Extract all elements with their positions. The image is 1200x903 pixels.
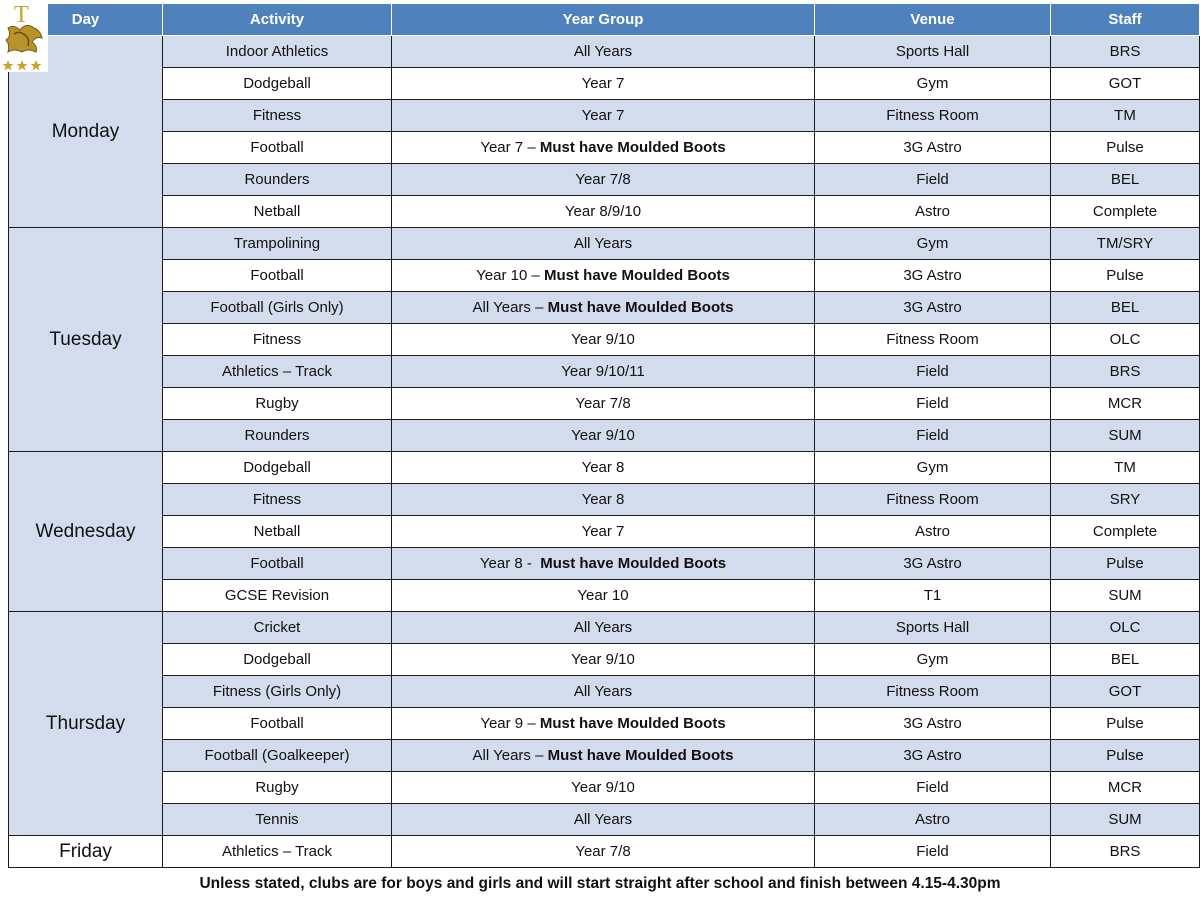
activity-cell: GCSE Revision [163,580,392,612]
activity-cell: Football (Girls Only) [163,292,392,324]
activity-cell: Indoor Athletics [163,36,392,68]
activity-cell: Athletics – Track [163,356,392,388]
staff-cell: BEL [1051,164,1200,196]
school-crest-logo [0,0,48,72]
day-cell: Friday [9,836,163,868]
year-group-text: Year 7/8 [575,171,631,188]
venue-cell: Gym [815,452,1051,484]
year-group-text: Year 8 [581,459,625,476]
year-group-cell [392,612,815,644]
year-group-cell [392,644,815,676]
year-group-text: All Years [573,619,633,636]
venue-cell: Sports Hall [815,36,1051,68]
activity-cell: Football [163,548,392,580]
staff-cell: Complete [1051,196,1200,228]
table-row [9,100,1200,132]
year-group-cell [392,388,815,420]
activity-cell: Football [163,132,392,164]
activity-cell: Fitness [163,484,392,516]
table-row [9,612,1200,644]
year-group-cell [392,324,815,356]
activity-cell: Fitness (Girls Only) [163,676,392,708]
year-group-text: All Years [573,43,633,60]
activity-cell: Netball [163,196,392,228]
venue-cell: 3G Astro [815,708,1051,740]
year-group-cell [392,516,815,548]
staff-cell: TM/SRY [1051,228,1200,260]
table-row [9,196,1200,228]
staff-cell: Pulse [1051,740,1200,772]
table-row [9,388,1200,420]
year-group-cell [392,548,815,580]
venue-cell: Fitness Room [815,484,1051,516]
staff-cell: TM [1051,100,1200,132]
header-venue: Venue [815,4,1051,36]
activity-cell: Fitness [163,324,392,356]
activity-cell: Trampolining [163,228,392,260]
year-group-text: Year 8 [581,491,625,508]
year-group-text: All Years [573,235,633,252]
venue-cell: Fitness Room [815,324,1051,356]
activity-cell: Dodgeball [163,68,392,100]
table-row [9,420,1200,452]
table-row [9,708,1200,740]
day-cell: Thursday [9,612,163,836]
year-group-cell [392,36,815,68]
year-group-text: Year 8/9/10 [564,203,642,220]
table-row [9,164,1200,196]
table-row [9,676,1200,708]
table-row [9,36,1200,68]
staff-cell: MCR [1051,388,1200,420]
staff-cell: GOT [1051,676,1200,708]
table-row [9,836,1200,868]
venue-cell: Field [815,420,1051,452]
timetable-body [9,36,1200,868]
activity-cell: Rugby [163,388,392,420]
year-group-cell [392,228,815,260]
activity-cell: Rugby [163,772,392,804]
table-row [9,356,1200,388]
staff-cell: SUM [1051,420,1200,452]
venue-cell: Field [815,836,1051,868]
staff-cell: Complete [1051,516,1200,548]
year-group-cell [392,132,815,164]
year-group-cell [392,708,815,740]
activity-cell: Dodgeball [163,644,392,676]
year-group-text: Year 9/10 [571,651,635,668]
year-group-cell [392,772,815,804]
year-group-cell [392,68,815,100]
year-group-cell [392,676,815,708]
table-row [9,516,1200,548]
staff-cell: SUM [1051,580,1200,612]
header-day: Day [9,4,163,36]
venue-cell: 3G Astro [815,548,1051,580]
staff-cell: BRS [1051,36,1200,68]
table-row [9,644,1200,676]
activity-cell: Football [163,260,392,292]
activity-cell: Rounders [163,164,392,196]
venue-cell: 3G Astro [815,292,1051,324]
staff-cell: MCR [1051,772,1200,804]
year-group-text: Year 9 – [480,715,540,732]
activity-cell: Rounders [163,420,392,452]
venue-cell: Fitness Room [815,100,1051,132]
venue-cell: Fitness Room [815,676,1051,708]
boots-requirement: Must have Moulded Boots [539,139,726,156]
table-row [9,484,1200,516]
staff-cell: OLC [1051,612,1200,644]
venue-cell: Astro [815,516,1051,548]
boots-requirement: Must have Moulded Boots [539,715,726,732]
year-group-text: All Years [573,683,633,700]
year-group-text: Year 7 – [480,139,540,156]
day-cell: Tuesday [9,228,163,452]
year-group-cell [392,804,815,836]
year-group-cell [392,580,815,612]
year-group-text: Year 9/10/11 [561,363,645,380]
table-row [9,804,1200,836]
staff-cell: Pulse [1051,260,1200,292]
header-staff: Staff [1051,4,1200,36]
table-row [9,260,1200,292]
year-group-text: Year 8 - [479,555,541,572]
venue-cell: T1 [815,580,1051,612]
year-group-cell [392,356,815,388]
year-group-cell [392,292,815,324]
table-row [9,452,1200,484]
venue-cell: 3G Astro [815,260,1051,292]
year-group-cell [392,196,815,228]
venue-cell: 3G Astro [815,132,1051,164]
header-year-group: Year Group [392,4,815,36]
staff-cell: Pulse [1051,708,1200,740]
year-group-text: Year 9/10 [571,779,635,796]
year-group-text: Year 7 [581,75,625,92]
staff-cell: SRY [1051,484,1200,516]
venue-cell: Gym [815,228,1051,260]
staff-cell: TM [1051,452,1200,484]
activity-cell: Fitness [163,100,392,132]
year-group-cell [392,164,815,196]
year-group-text: Year 9/10 [571,427,635,444]
year-group-text: Year 9/10 [571,331,635,348]
year-group-text: All Years [573,811,633,828]
year-group-text: All Years – [472,299,548,316]
year-group-text: Year 7/8 [575,395,631,412]
table-row [9,324,1200,356]
crest-icon [0,0,48,72]
activity-cell: Cricket [163,612,392,644]
venue-cell: Astro [815,196,1051,228]
day-cell: Monday [9,36,163,228]
year-group-cell [392,420,815,452]
venue-cell: Gym [815,644,1051,676]
activity-cell: Football [163,708,392,740]
table-row [9,740,1200,772]
staff-cell: BRS [1051,836,1200,868]
venue-cell: 3G Astro [815,740,1051,772]
activity-cell: Dodgeball [163,452,392,484]
table-row [9,548,1200,580]
venue-cell: Field [815,388,1051,420]
boots-requirement: Must have Moulded Boots [547,747,734,764]
year-group-cell [392,740,815,772]
staff-cell: BEL [1051,292,1200,324]
year-group-cell [392,100,815,132]
staff-cell: BRS [1051,356,1200,388]
table-row [9,580,1200,612]
year-group-text: Year 7 [581,523,625,540]
venue-cell: Gym [815,68,1051,100]
year-group-text: Year 10 – [476,267,544,284]
table-row [9,292,1200,324]
header-activity: Activity [163,4,392,36]
boots-requirement: Must have Moulded Boots [544,267,730,284]
header-row [9,4,1200,36]
boots-requirement: Must have Moulded Boots [547,299,734,316]
table-row [9,68,1200,100]
staff-cell: BEL [1051,644,1200,676]
table-row [9,228,1200,260]
venue-cell: Astro [815,804,1051,836]
table-row [9,132,1200,164]
activity-cell: Athletics – Track [163,836,392,868]
footer-note: Unless stated, clubs are for boys and girls and will start straight after school and finish between 4.15-4.30pm [199,875,1001,892]
staff-cell: Pulse [1051,132,1200,164]
staff-cell: Pulse [1051,548,1200,580]
year-group-cell [392,260,815,292]
boots-requirement: Must have Moulded Boots [540,555,727,572]
crest-letter: T [14,2,29,28]
year-group-text: Year 7/8 [575,843,631,860]
year-group-cell [392,484,815,516]
venue-cell: Field [815,356,1051,388]
activity-cell: Tennis [163,804,392,836]
year-group-cell [392,836,815,868]
year-group-text: Year 7 [581,107,625,124]
year-group-cell [392,452,815,484]
staff-cell: OLC [1051,324,1200,356]
clubs-timetable [8,3,1200,868]
venue-cell: Field [815,164,1051,196]
day-cell: Wednesday [9,452,163,612]
activity-cell: Football (Goalkeeper) [163,740,392,772]
staff-cell: GOT [1051,68,1200,100]
activity-cell: Netball [163,516,392,548]
staff-cell: SUM [1051,804,1200,836]
venue-cell: Field [815,772,1051,804]
table-row [9,772,1200,804]
year-group-text: Year 10 [577,587,629,604]
year-group-text: All Years – [472,747,548,764]
venue-cell: Sports Hall [815,612,1051,644]
